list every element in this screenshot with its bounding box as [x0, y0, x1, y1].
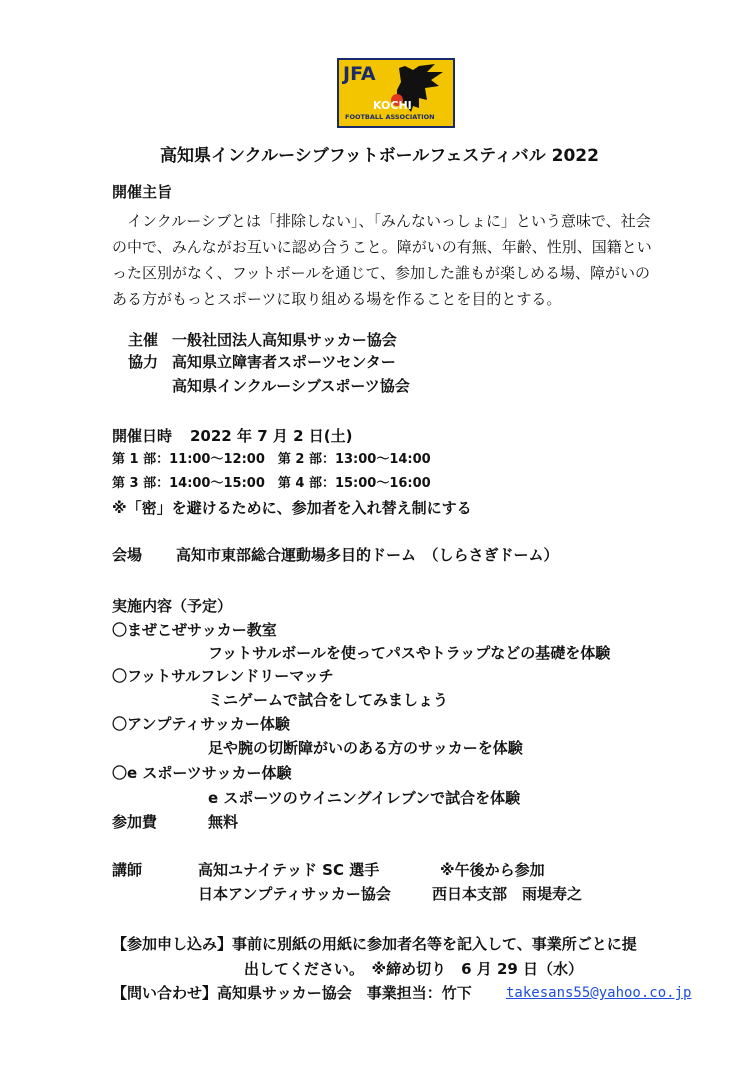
application-line: 出してください。 ※締め切り 6 月 29 日（水）	[244, 960, 584, 978]
schedule-sessions: 第 1 部：11:00～12:00 第 2 部：13:00～14:00	[112, 452, 431, 467]
venue-label: 会場	[112, 546, 143, 564]
program-heading: 実施内容（予定）	[112, 597, 233, 615]
contact-email-link[interactable]: takesans55@yahoo.co.jp	[506, 985, 692, 1001]
program-item: 〇e スポーツサッカー体験	[112, 764, 292, 782]
instructor-name: 高知ユナイテッド SC 選手	[198, 861, 380, 879]
instructor-note: ※午後から参加	[440, 861, 545, 879]
contact-text: 【問い合わせ】高知県サッカー協会 事業担当：竹下	[112, 984, 472, 1002]
schedule-date: 2022 年 7 月 2 日(土)	[190, 427, 353, 445]
program-item: 〇アンプティサッカー体験	[112, 715, 290, 733]
jfa-kochi-logo	[337, 58, 455, 128]
program-item: 〇フットサルフレンドリーマッチ	[112, 667, 334, 685]
logo-abbr: JFA	[343, 63, 376, 85]
fee-value: 無料	[208, 813, 239, 831]
page-title: 高知県インクルーシブフットボールフェスティバル 2022	[160, 146, 599, 166]
support-name: 高知県立障害者スポーツセンター	[172, 353, 396, 371]
application-line: 【参加申し込み】事前に別紙の用紙に参加者名等を記入して、事業所ごとに提	[112, 935, 637, 953]
purpose-paragraph	[112, 208, 692, 312]
program-item-desc: e スポーツのウイニングイレブンで試合を体験	[208, 789, 521, 807]
support-name: 高知県インクルーシブスポーツ協会	[172, 377, 410, 395]
program-item-desc: 足や腕の切断障がいのある方のサッカーを体験	[208, 739, 523, 757]
instructor-name: 日本アンプティサッカー協会	[198, 885, 391, 903]
schedule-heading: 開催日時	[112, 427, 173, 445]
purpose-line: った区別がなく、フットボールを通じて、参加した誰もが楽しめる場、障がいの	[112, 264, 651, 282]
instructor-label: 講師	[112, 861, 143, 879]
venue-name: 高知市東部総合運動場多目的ドーム （しらさぎドーム）	[176, 546, 559, 564]
purpose-line: インクルーシブとは「排除しない」、「みんないっしょに」という意味で、社会	[112, 212, 651, 230]
purpose-line: の中で、みんながお互いに認め合うこと。障がいの有無、年齢、性別、国籍とい	[112, 238, 652, 256]
logo-region: KOCHI	[373, 99, 412, 112]
program-item-desc: フットサルボールを使ってパスやトラップなどの基礎を体験	[208, 644, 611, 662]
logo-association: FOOTBALL ASSOCIATION	[345, 113, 435, 121]
schedule-note: ※「密」を避けるために、参加者を入れ替え制にする	[112, 499, 472, 517]
purpose-heading: 開催主旨	[112, 183, 173, 201]
host-name: 一般社団法人高知県サッカー協会	[172, 331, 397, 349]
fee-label: 参加費	[112, 813, 158, 831]
schedule-sessions: 第 3 部：14:00～15:00 第 4 部：15:00～16:00	[112, 476, 431, 491]
program-item-desc: ミニゲームで試合をしてみましょう	[208, 691, 449, 709]
support-label: 協力	[128, 353, 159, 371]
purpose-line: ある方がもっとスポーツに取り組める場を作ることを目的とする。	[112, 290, 562, 308]
instructor-note: 西日本支部 雨堤寿之	[432, 885, 583, 903]
host-label: 主催	[128, 331, 159, 349]
program-item: 〇まぜこぜサッカー教室	[112, 621, 277, 639]
